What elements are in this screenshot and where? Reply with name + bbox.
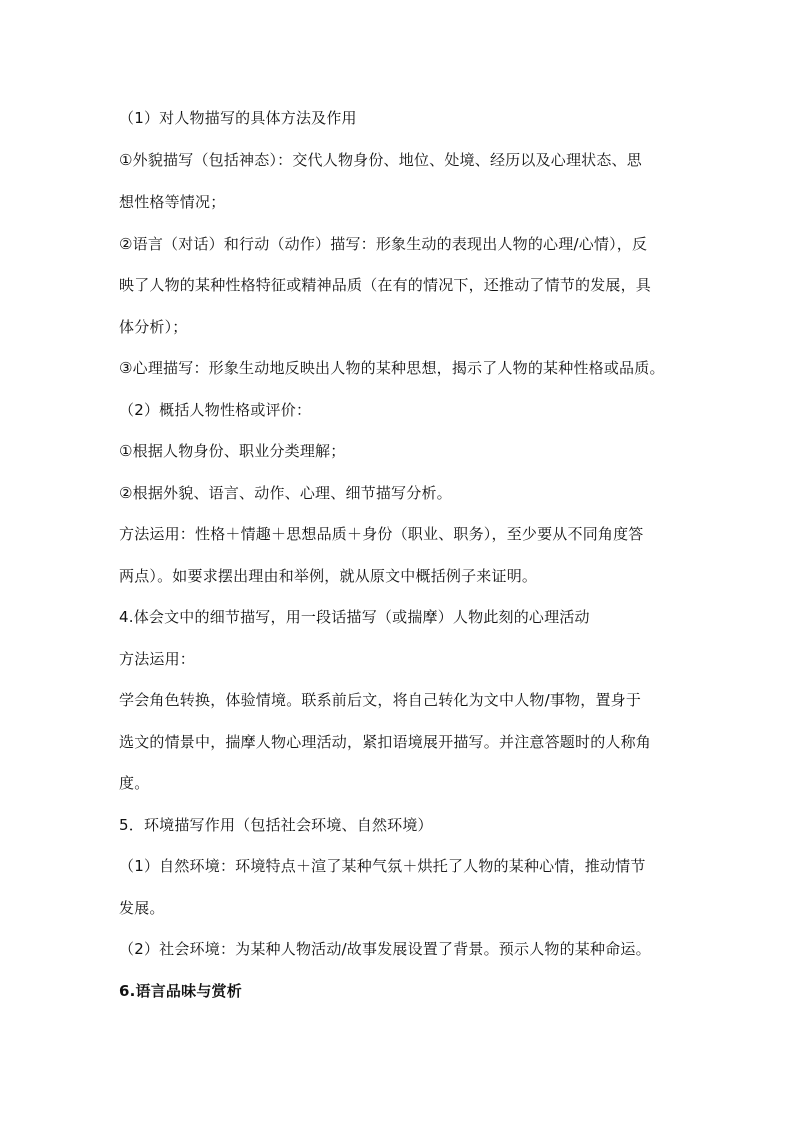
text-line: 度。 <box>119 774 150 792</box>
section-heading: 4.体会文中的细节描写，用一段话描写（或揣摩）人物此刻的心理活动 <box>119 608 590 626</box>
text-line: 学会角色转换，体验情境。联系前后文，将自己转化为文中人物/事物，置身于 <box>119 691 642 709</box>
text-line: 想性格等情况； <box>119 193 226 211</box>
text-line: ①外貌描写（包括神态）：交代人物身份、地位、处境、经历以及心理状态、思 <box>119 151 642 169</box>
text-line: 方法运用：性格＋情趣＋思想品质＋身份（职业、职务），至少要从不同角度答 <box>119 525 644 543</box>
text-line: 选文的情景中，揣摩人物心理活动，紧扣语境展开描写。并注意答题时的人称角 <box>119 733 652 751</box>
section-heading: 5．环境描写作用（包括社会环境、自然环境） <box>119 816 433 834</box>
text-line: ②根据外貌、语言、动作、心理、细节描写分析。 <box>119 484 452 502</box>
text-line: 体分析）； <box>119 318 188 336</box>
text-line: 映了人物的某种性格特征或精神品质（在有的情况下，还推动了情节的发展，具 <box>119 276 652 294</box>
text-line: 两点）。如要求摆出理由和举例，就从原文中概括例子来证明。 <box>119 567 538 585</box>
text-line: （1）自然环境：环境特点＋渲了某种气氛＋烘托了人物的某种心情，推动情节 <box>119 857 646 875</box>
text-line: ②语言（对话）和行动（动作）描写：形象生动的表现出人物的心理/心情），反 <box>119 235 648 253</box>
text-line: 发展。 <box>119 899 165 917</box>
section-heading: 6.语言品味与赏析 <box>119 982 242 1000</box>
text-line: （1）对人物描写的具体方法及作用 <box>119 109 357 127</box>
text-line: ①根据人物身份、职业分类理解； <box>119 442 346 460</box>
text-line: ③心理描写：形象生动地反映出人物的某种思想，揭示了人物的某种性格或品质。 <box>119 359 665 377</box>
text-line: （2）社会环境：为某种人物活动/故事发展设置了背景。预示人物的某种命运。 <box>119 940 651 958</box>
text-line: 方法运用： <box>119 650 196 668</box>
text-line: （2）概括人物性格或评价： <box>119 401 312 419</box>
